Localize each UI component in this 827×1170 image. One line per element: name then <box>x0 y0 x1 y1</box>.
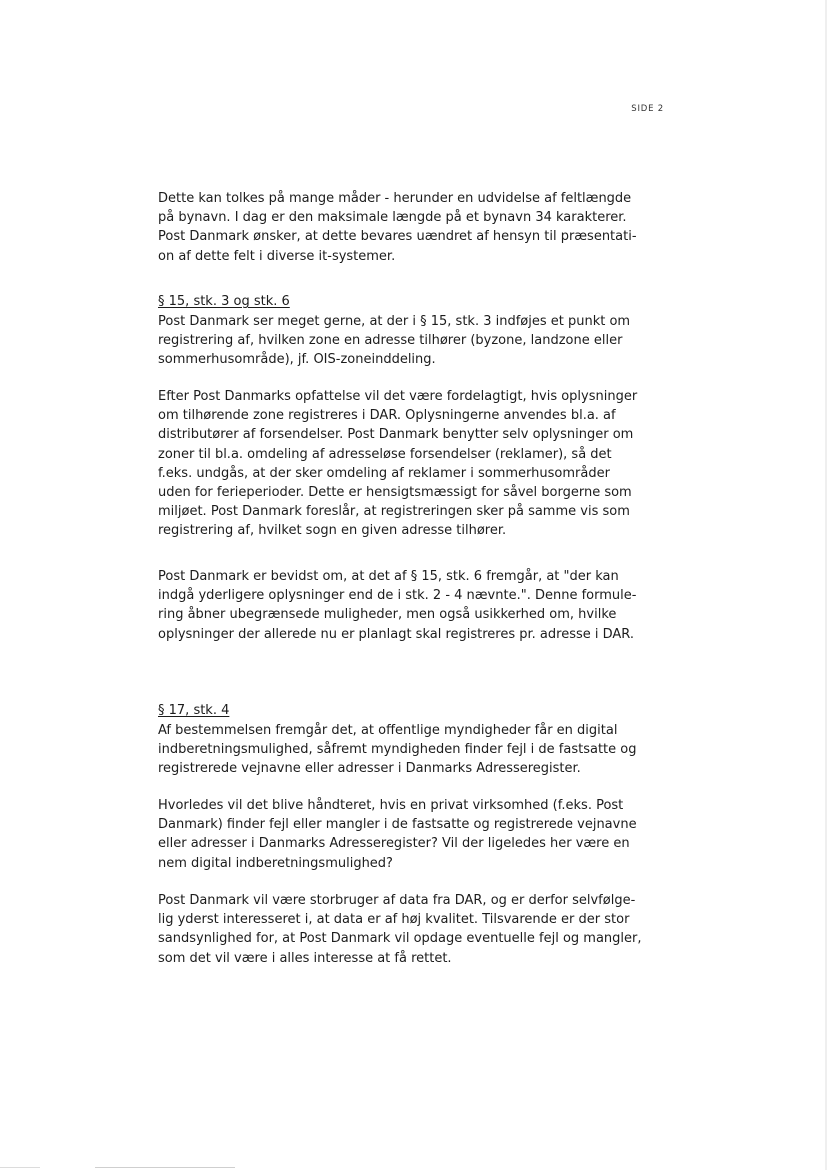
section-heading-text: § 17, stk. 4 <box>158 703 230 718</box>
section-heading-15 <box>158 292 657 311</box>
paragraph-storbruger <box>158 891 657 968</box>
paragraph-text: Post Danmark vil være storbruger af data fra DAR, og er derfor selvfølge- lig yderst interesseret i, at data er af høj kvalitet. Tilsvarende er der stor sandsynlighed for, at Post Danmark vil opdage eventuelle fejl og mangler, som det vil være i alles interesse at få rettet. <box>158 893 642 966</box>
paragraph-myndigheder <box>158 721 657 779</box>
paragraph-text: Dette kan tolkes på mange måder - herunder en udvidelse af feltlængde på bynavn. I dag er den maksimale længde på et bynavn 34 karakterer. Post Danmark ønsker, at dette bevares uændret af hensyn til præsentati- on af dette felt i diverse it-systemer. <box>158 191 637 264</box>
paragraph-text: Hvorledes vil det blive håndteret, hvis en privat virksomhed (f.eks. Post Danmark) finder fejl eller mangler i de fastsatte og registrerede vejnavne eller adresser i Danmarks Adresseregister? Vil der ligeledes her være en nem digital indberetningsmulighed? <box>158 798 637 871</box>
scan-edge-mark <box>95 1167 235 1168</box>
paragraph-zone-request <box>158 312 657 370</box>
paragraph-text: Post Danmark ser meget gerne, at der i § 15, stk. 3 indføjes et punkt om registrering af, hvilken zone en adresse tilhører (byzone, landzone eller sommerhusområde), jf. OIS-zoneinddeling. <box>158 314 631 368</box>
paragraph-text: Efter Post Danmarks opfattelse vil det være fordelagtigt, hvis oplysninger om tilhørende zone registreres i DAR. Oplysningerne anvendes bl.a. af distributører af forsendelser. Post Danmark benytter selv oplysninger om zoner til bl.a. omdeling af adresseløse forsendelser (reklamer), så det f.eks. undgås, at der sker omdeling af reklamer i sommerhusområder uden for ferieperioder. Dette er hensigtsmæssigt for såvel borgerne som miljøet. Post Danmark foreslår, at registreringen sker på samme vis som registrering af, hvilket sogn en given adresse tilhører. <box>158 389 638 539</box>
scan-edge-mark <box>0 1167 40 1168</box>
paragraph-zone-argument <box>158 387 657 541</box>
paragraph-text: Af bestemmelsen fremgår det, at offentlige myndigheder får en digital indberetningsmulighed, såfremt myndigheden finder fejl i de fastsatte og registrerede vejnavne eller adresser i Danmarks Adresseregister. <box>158 723 637 777</box>
page-number: SIDE 2 <box>631 104 664 114</box>
section-heading-17 <box>158 701 657 720</box>
section-heading-text: § 15, stk. 3 og stk. 6 <box>158 294 290 309</box>
paragraph-bynavn <box>158 189 657 266</box>
paragraph-privat-virksomhed <box>158 796 657 873</box>
paragraph-stk6 <box>158 567 657 644</box>
paragraph-text: Post Danmark er bevidst om, at det af § 15, stk. 6 fremgår, at "der kan indgå yderligere oplysninger end de i stk. 2 - 4 nævnte.". Denne formule- ring åbner ubegrænsede muligheder, men også usikkerhed om, hvilke oplysninger der allerede nu er planlagt skal registreres pr. adresse i DAR. <box>158 569 637 642</box>
